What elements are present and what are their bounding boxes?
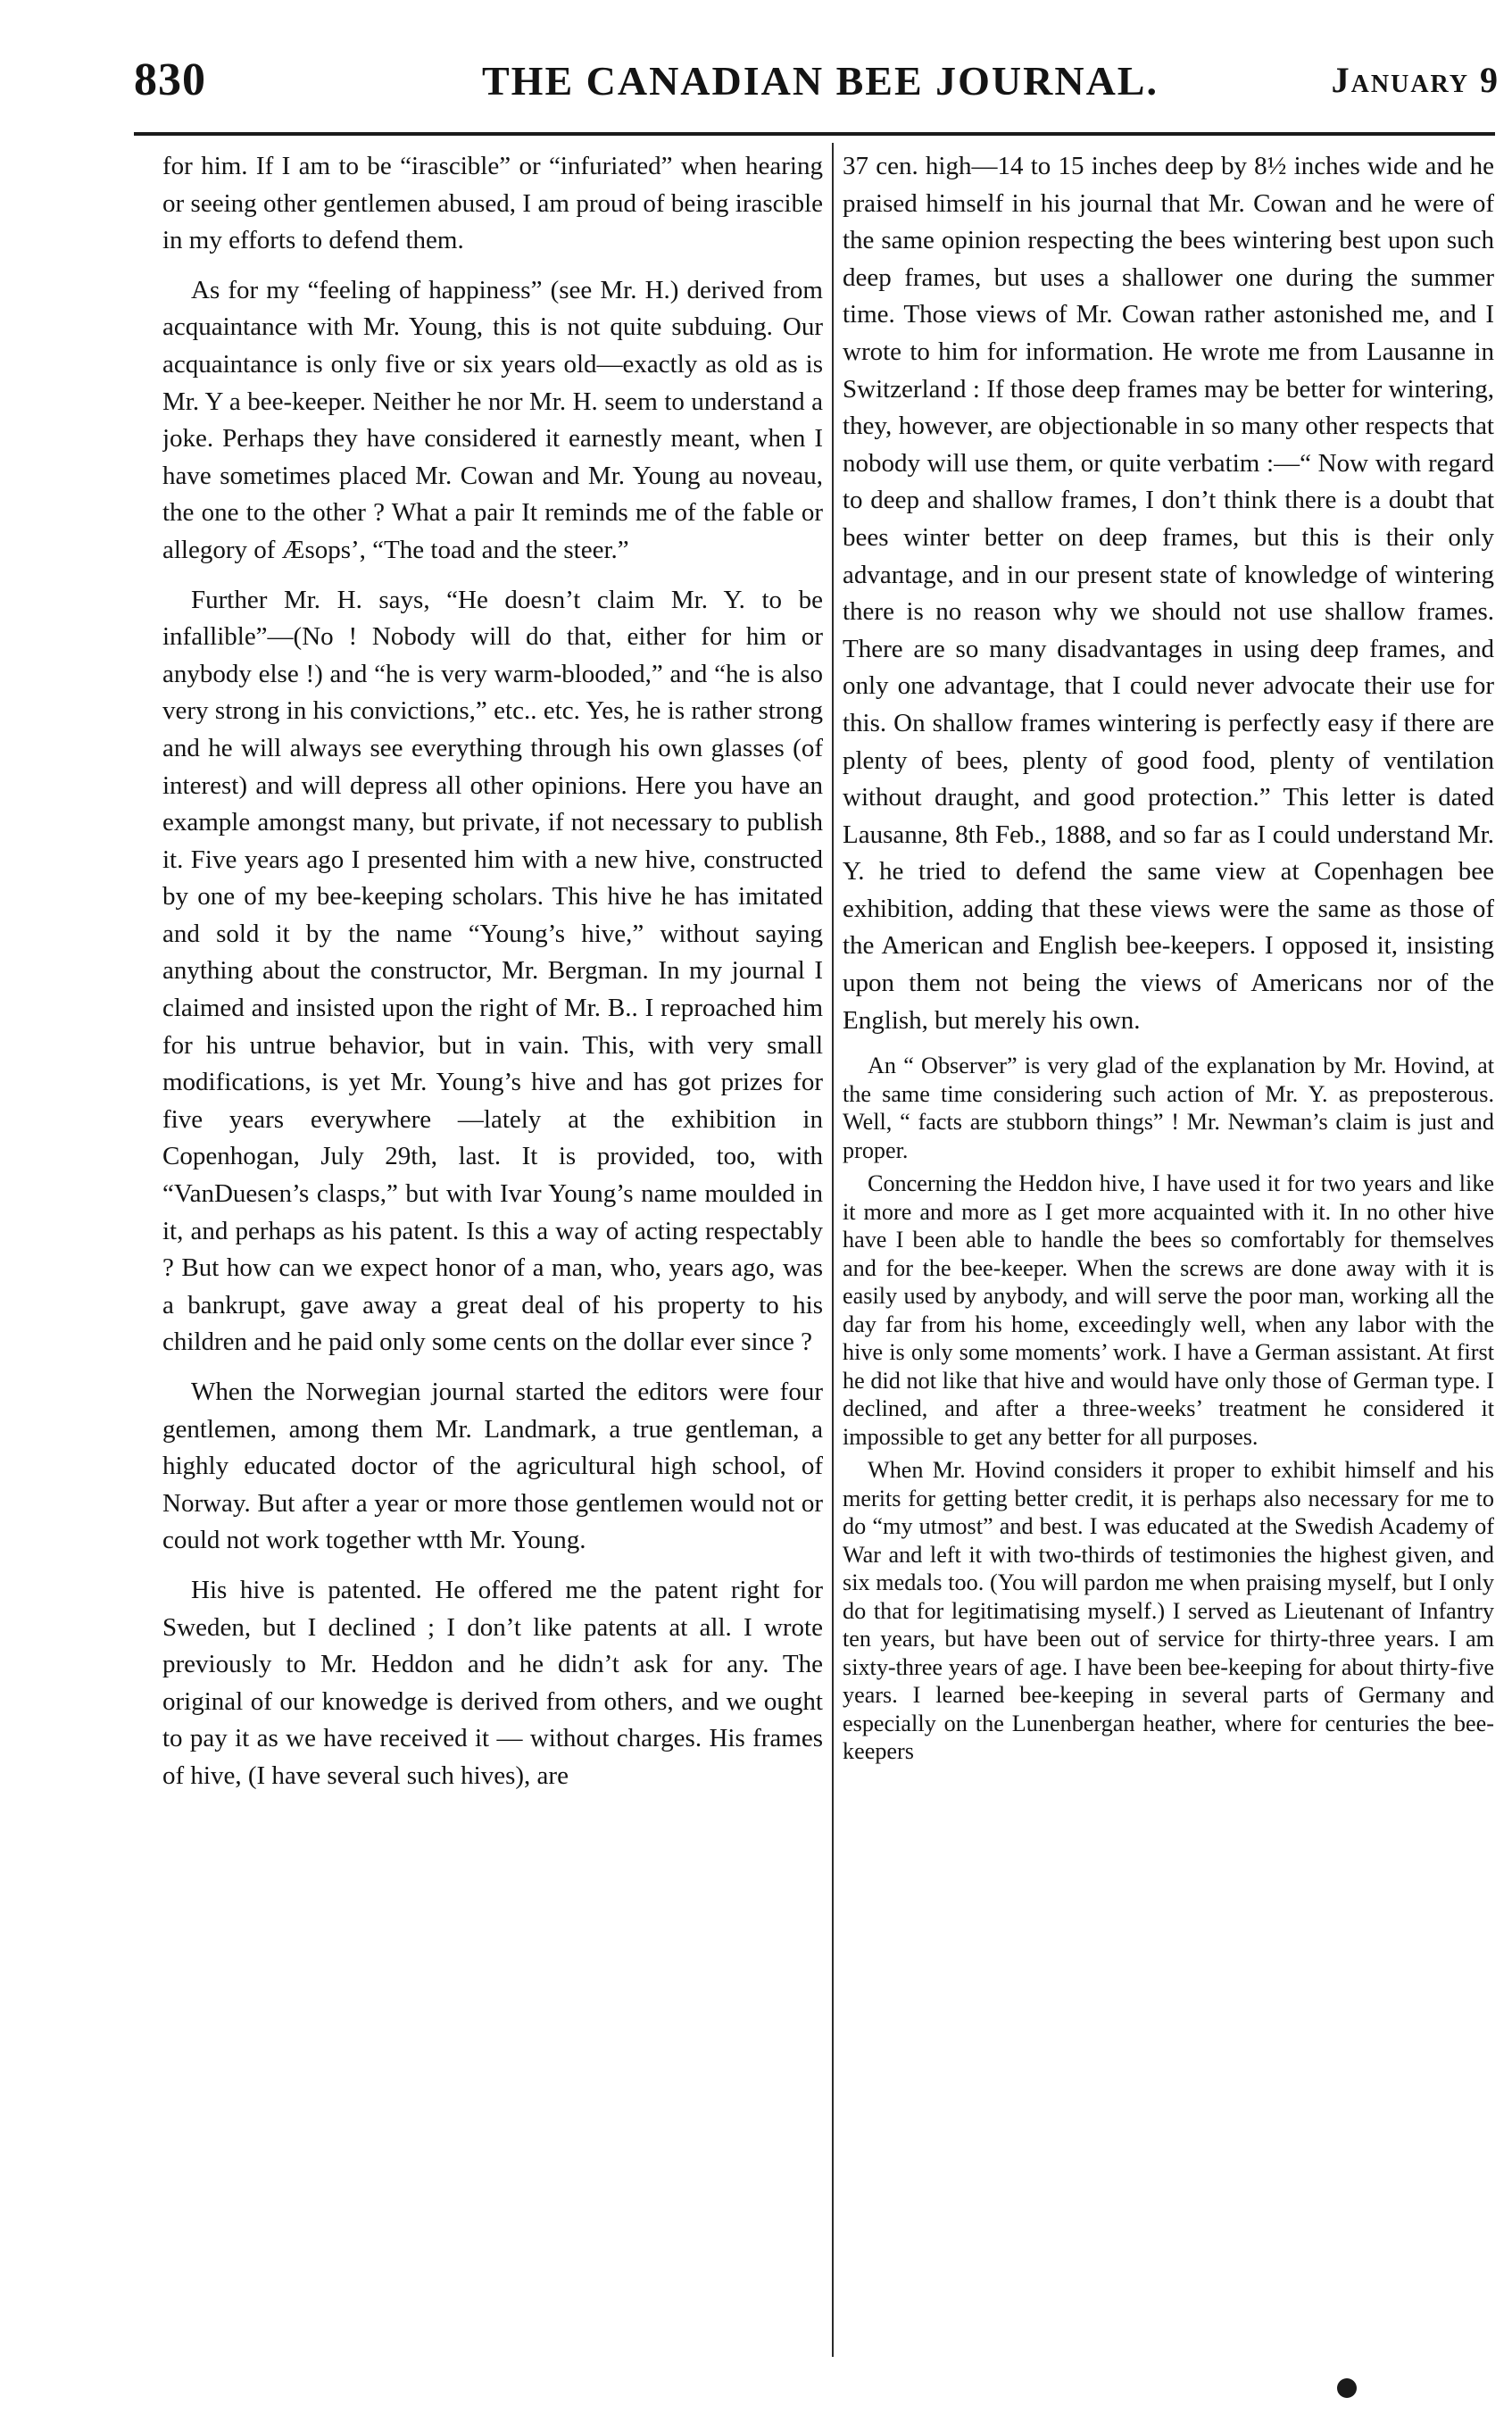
- article-paragraph: As for my “feeling of happiness” (see Mr. H.) derived from acquaintance with Mr. Young, this is not quite subduing. Our acquaintance is only five or six years old—exactly as old as is Mr. Y a bee-keeper. Neither he nor Mr. H. seem to understand a joke. Perhaps they have considered it earnestly meant, when I have sometimes placed Mr. Cowan and Mr. Young au noveau, the one to the other ? What a pair It reminds me of the fable or allegory of Æsops’, “The toad and the steer.”: [162, 275, 823, 564]
- letter-paragraph: When Mr. Hovind considers it proper to exhibit himself and his merits for getting better credit, it is perhaps also necessary for me to do “my utmost” and best. I was educated at the Swedish Academy of War and left it with two-thirds of testimonies the highest given, and six medals too. (You will pardon me when praising myself, but I only do that for legitimatising myself.) I served as Lieutenant of Infantry ten years, but have been out of service for thirty-three years. I am sixty-three years of age. I have been bee-keeping for about thirty-five years. I learned bee-keeping in several parts of Germany and especially on the Lunenbergan heather, where for centuries the bee-keepers: [843, 1457, 1494, 1765]
- issue-date: January 9: [1331, 60, 1500, 100]
- journal-title: THE CANADIAN BEE JOURNAL.: [482, 58, 1159, 104]
- letter-paragraph: An “ Observer” is very glad of the explanation by Mr. Hovind, at the same time considering such action of Mr. Y. as preposterous. Well, “ facts are stubborn things” ! Mr. Newman’s claim is just and proper.: [843, 1053, 1494, 1163]
- page-number: 830: [134, 54, 206, 105]
- page-header: [134, 54, 1500, 134]
- right-column: [843, 148, 1494, 2353]
- column-divider: [832, 143, 834, 2357]
- article-paragraph: When the Norwegian journal started the editors were four gentlemen, among them Mr. Landmark, a true gentleman, a highly educated doctor of the agricultural high school, of Norway. But after a year or more those gentlemen would not or could not work together wtth Mr. Young.: [162, 1378, 823, 1555]
- article-paragraph: Further Mr. H. says, “He doesn’t claim Mr. Y. to be infallible”—(No ! Nobody will do that, either for him or anybody else !) and “he is very warm-blooded,” and “he is also very strong in his convictions,” etc.. etc. Yes, he is rather strong and he will always see everything through his own glasses (of interest) and will depress all other opinions. Here you have an example amongst many, but private, if not necessary to publish it. Five years ago I presented him with a new hive, constructed by one of my bee-keeping scholars. This hive he has imitated and sold it by the name “Young’s hive,” without saying anything about the constructor, Mr. Bergman. In my journal I claimed and insisted upon the right of Mr. B.. I reproached him for his untrue behavior, but in vain. This, with very small modifications, is yet Mr. Young’s hive and has got prizes for five years everywhere —lately at the exhibition in Copenhogan, July 29th, last. It is provided, too, with “VanDuesen’s clasps,” but with Ivar Young’s name moulded in it, and perhaps as his patent. Is this a way of acting respectably ? But how can we expect honor of a man, who, years ago, was a bankrupt, gave away a great deal of his property to his children and he paid only some cents on the dollar ever since ?: [162, 585, 823, 1357]
- letter-paragraph: Concerning the Heddon hive, I have used it for two years and like it more and more as I get more acquainted with it. In no other hive have I been able to handle the bees so comfortably for themselves and for the bee-keeper. When the screws are done away with it is easily used by anybody, and will serve the poor man, working all the day far from his home, exceedingly well, when any labor with the hive is only some moments’ work. I have a German assistant. At first he did not like that hive and would have only those of German type. I declined, and after a three-weeks’ treatment he considered it impossible to get any better for all purposes.: [843, 1170, 1494, 1450]
- ink-blot-mark: [1337, 2378, 1357, 2398]
- article-paragraph: for him. If I am to be “irascible” or “infuriated” when hearing or seeing other gentlemen abused, I am proud of being irascible in my efforts to defend them.: [162, 152, 823, 255]
- header-rule: [134, 132, 1495, 136]
- left-column: [162, 148, 823, 2353]
- article-paragraph: 37 cen. high—14 to 15 inches deep by 8½ inches wide and he praised himself in his journal that Mr. Cowan and he were of the same opinion respecting the bees wintering best upon such deep frames, but uses a shallower one during the summer time. Those views of Mr. Cowan rather astonished me, and I wrote to him for information. He wrote me from Lausanne in Switzerland : If those deep frames may be better for wintering, they, however, are objectionable in so many other respects that nobody will use them, or quite verbatim :—“ Now with regard to deep and shallow frames, I don’t think there is a doubt that bees winter better on deep frames, but this is their only advantage, and in our present state of knowledge of wintering there is no reason why we should not use shallow frames. There are so many disadvantages in using deep frames, and only one advantage, that I could never advocate their use for this. On shallow frames wintering is perfectly easy if there are plenty of bees, plenty of good food, plenty of ventilation without draught, and good protection.” This letter is dated Lausanne, 8th Feb., 1888, and so far as I could understand Mr. Y. he tried to defend the same view at Copenhagen bee exhibition, adding that these views were the same as those of the American and English bee-keepers. I opposed it, insisting upon them not being the views of Americans nor of the English, but merely his own.: [843, 152, 1494, 1035]
- article-paragraph: His hive is patented. He offered me the patent right for Sweden, but I declined ; I don’t like patents at all. I wrote previously to Mr. Heddon and he didn’t ask for any. The original of our knowedge is derived from others, and we ought to pay it as we have received it — without charges. His frames of hive, (I have several such hives), are: [162, 1575, 823, 1790]
